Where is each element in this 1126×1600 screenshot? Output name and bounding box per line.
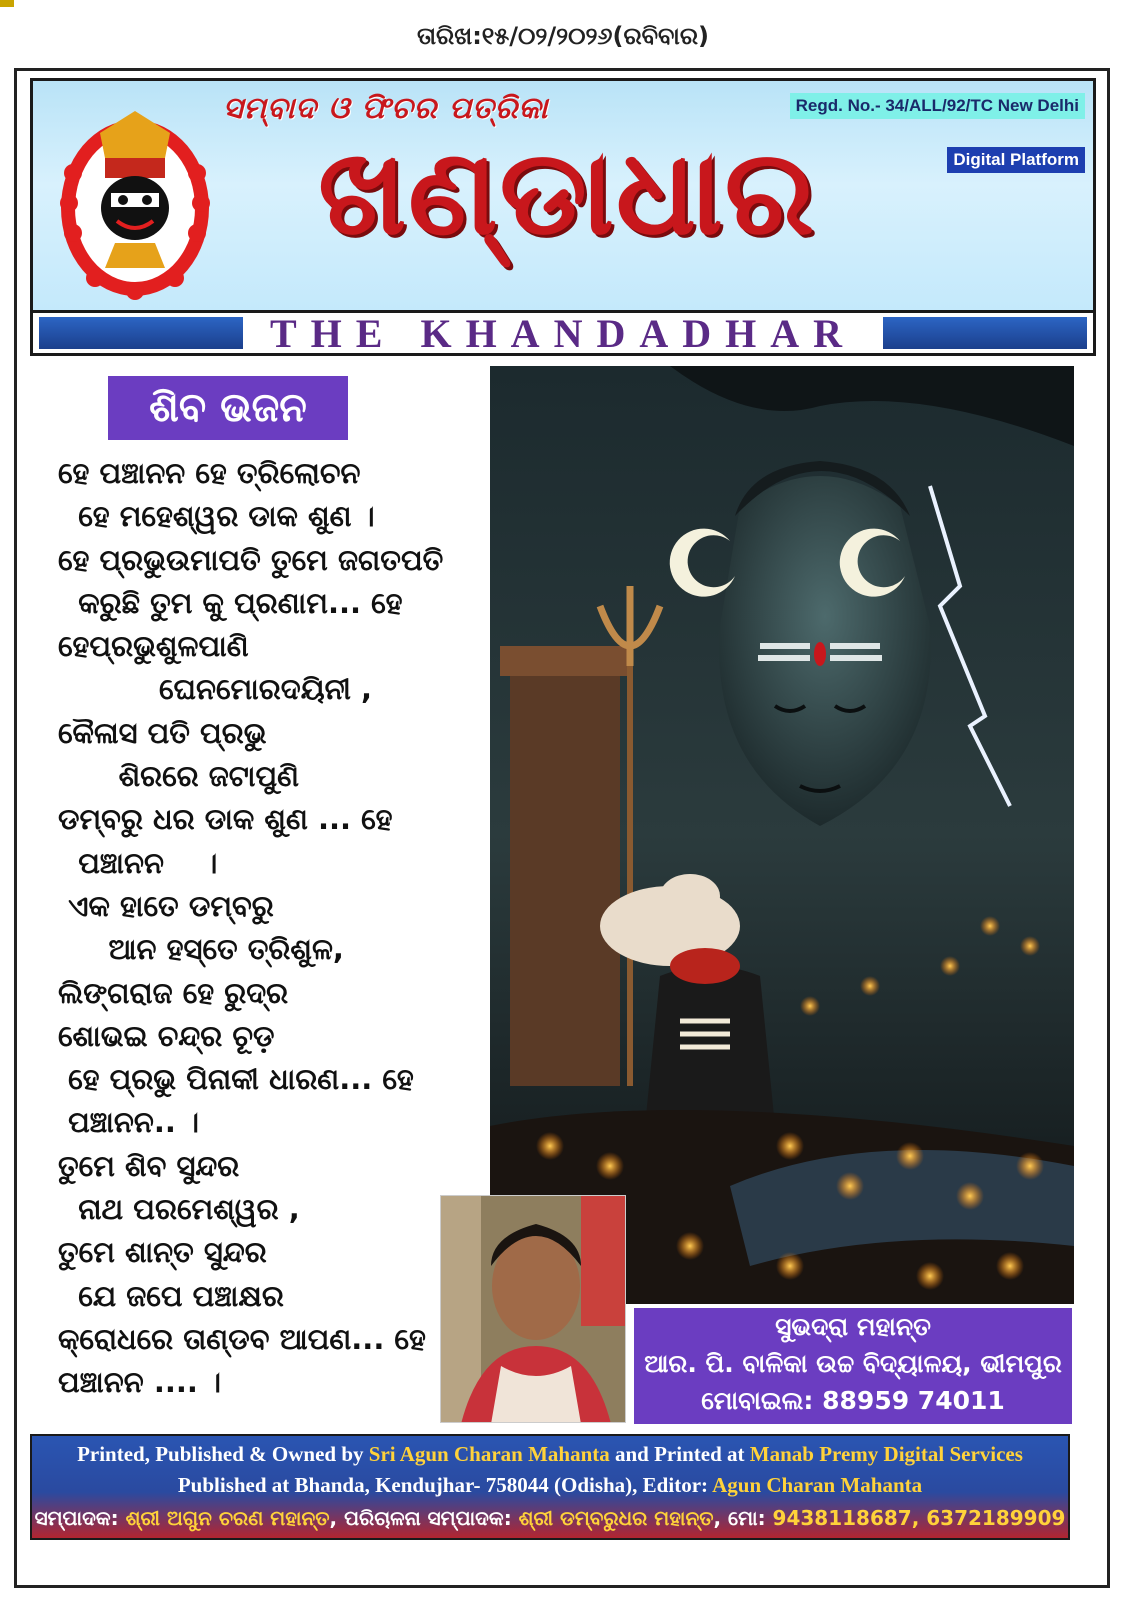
footer-line-2 [32,1473,1068,1498]
footer-text: and Printed at [609,1442,750,1466]
footer-line-1 [32,1442,1068,1467]
poem-line: ଡମ୍ବରୁ ଧର ଡାକ ଶୁଣ ... ହେ [58,802,393,837]
poem-line: ପଞ୍ଚାନନ .... । [58,1365,222,1400]
footer-line-3 [32,1506,1068,1530]
masthead [30,78,1096,314]
shiva-illustration [490,366,1074,1304]
poem-line: ଘେନମୋରଦୟିନୀ , [58,672,373,707]
footer-text: Printed, Published & Owned by [77,1442,369,1466]
footer-text: Published at Bhanda, Kendujhar- 758044 (Odisha), Editor: [177,1473,713,1497]
author-name: ସୁଭଦ୍ରା ମହାନ୍ତ [775,1312,931,1341]
footer-text: , ମୋ: [713,1506,773,1530]
poem-line: ଶିରରେ ଜଟାପୁଣି [58,759,300,794]
poem-heading: ଶିବ ଭଜନ [108,376,348,440]
author-portrait-icon [441,1196,626,1423]
poem-line: ହେ ପଞ୍ଚାନନ ହେ ତ୍ରିଲୋଚନ [58,456,361,490]
footer-editor-odia: ଶ୍ରୀ ଅଗୁନ ଚରଣ ମହାନ୍ତ [125,1506,330,1530]
author-mobile: ମୋବାଇଲ: 88959 74011 [701,1386,1005,1415]
title-bar-right-stripe [883,317,1087,349]
author-school: ଆର. ପି. ବାଳିକା ଉଚ୍ଚ ବିଦ୍ୟାଳୟ, ଭୀମପୁର [644,1349,1062,1378]
poem-line: କ୍ରୋଧରେ ତାଣ୍ଡବ ଆପଣ... ହେ [58,1321,426,1356]
poem-line: ପଞ୍ଚାନନ । [58,845,218,880]
shiva-illustration-icon [490,366,1074,1304]
poem-line: ହେପ୍ରଭୁଶୁଳପାଣି [58,629,249,664]
poem-line: ହେ ପ୍ରଭୁଉମାପତି ତୁମେ ଜଗତପତି [58,542,444,577]
poem-line: ଏକ ହାତେ ଡମ୍ବରୁ [58,888,274,923]
english-title: THE KHANDADHAR [269,311,857,356]
footer-publisher-name: Sri Agun Charan Mahanta [368,1442,610,1466]
poem-line: ଯେ ଜପେ ପଞ୍ଚାକ୍ଷର [58,1278,284,1313]
date-line: ତାରିଖ:୧୫/୦୨/୨୦୨୬(ରବିବାର) [416,22,710,50]
corner-mark [0,0,14,7]
deity-logo-icon [55,103,215,303]
footer [30,1434,1070,1540]
poem-line: ଆନ ହସ୍ତେ ତ୍ରିଶୁଳ, [58,932,344,967]
author-info [634,1308,1072,1424]
poem-line: ଲିଙ୍ଗରାଜ ହେ ରୁଦ୍ର [58,975,289,1010]
poem-line: କରୁଛି ତୁମ କୁ ପ୍ରଣାମ... ହେ [58,585,403,620]
newspaper-title: ଖଣ୍ଡାଧାର [318,122,817,261]
poem-line: ଶୋଭଇ ଚନ୍ଦ୍ର ଚୂଡ଼ [58,1018,275,1053]
footer-text: ସମ୍ପାଦକ: [34,1506,126,1530]
poem-line: ତୁମେ ଶାନ୍ତ ସୁନ୍ଦର [58,1235,267,1270]
registration-number: Regd. No.- 34/ALL/92/TC New Delhi [790,93,1085,119]
poem-body [58,452,478,1405]
author-photo [440,1195,626,1423]
footer-phone: 9438118687, 6372189909 [772,1506,1066,1530]
poem-line: ହେ ପ୍ରଭୁ ପିନାକୀ ଧାରଣ... ହେ [58,1062,414,1097]
poem-line: ପଞ୍ଚାନନ.. । [58,1105,200,1140]
footer-printer-name: Manab Premy Digital Services [749,1442,1023,1466]
poem-line: କୈଳାସ ପତି ପ୍ରଭୁ [58,715,267,750]
title-bar-left-stripe [39,317,243,349]
footer-editor-name: Agun Charan Mahanta [712,1473,923,1497]
poem-line: ତୁମେ ଶିବ ସୁନ୍ଦର [58,1148,240,1183]
poem-line: ନାଥ ପରମେଶ୍ୱର , [58,1192,300,1227]
poem-line: ହେ ମହେଶ୍ୱର ଡାକ ଶୁଣ । [58,499,375,534]
footer-text: , ପରିଚାଳନା ସମ୍ପାଦକ: [329,1506,519,1530]
english-title-bar [30,310,1096,356]
footer-managing-editor: ଶ୍ରୀ ଡମ୍ବରୁଧର ମହାନ୍ତ [518,1506,714,1530]
digital-platform-badge: Digital Platform [947,147,1085,173]
tagline: ସମ୍ବାଦ ଓ ଫିଚର ପତ୍ରିକା [223,91,549,126]
